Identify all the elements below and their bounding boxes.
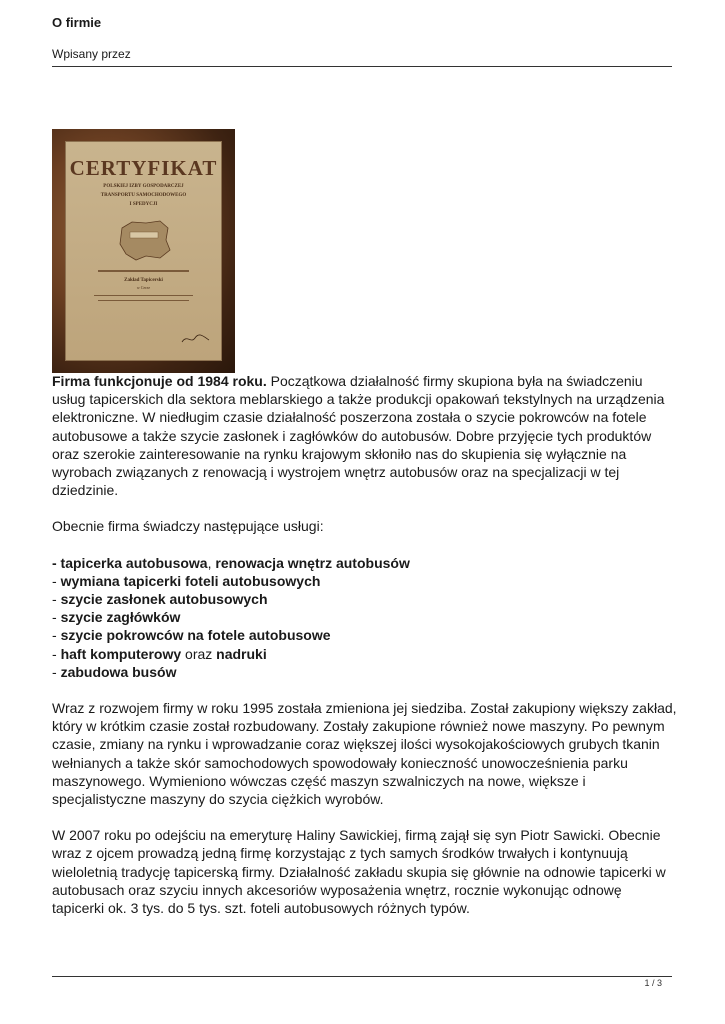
list-item: - tapicerka autobusowa, renowacja wnętrz autobusów [52,554,410,571]
list-item: - szycie zasłonek autobusowych [52,591,268,608]
intro-lead: Firma funkcjonuje od 1984 roku. [52,373,267,389]
certificate-line: I SPEDYCJI [129,202,158,207]
intro-paragraph [52,372,677,499]
services-list [52,554,677,681]
certificate-title: CERTYFIKAT [69,156,218,180]
certificate-line: POLSKIEJ IZBY GOSPODARCZEJ [103,184,184,189]
list-item: - wymiana tapicerki foteli autobusowych [52,572,321,589]
author-line: Wpisany przez [52,47,131,61]
list-item: - szycie pokrowców na fotele autobusowe [52,627,331,644]
certificate-line: TRANSPORTU SAMOCHODOWEGO [100,193,187,198]
certificate-text-lines [76,270,211,272]
certificate-city: w Cerze [136,285,151,290]
article-body [52,372,677,917]
services-intro: Obecnie firma świadczy następujące usługi: [52,518,324,535]
list-item: - szycie zagłówków [52,609,181,626]
certificate-recipient: Zakład Tapicerski [124,278,163,283]
succession-paragraph: W 2007 roku po odejściu na emeryturę Haliny Sawickiej, firmą zajął się syn Piotr Sawicki. Obecnie wraz z ojcem prowadzą jedną firmę korzystając z tych samych środków trwałych i kontynuują wieloletnią tradycję tapicerską firmy. Działalność zakładu skupia się głównie na odnowie tapicerki w autobusach oraz szyciu innych akcesoriów wyposażenia wnętrz, rocznie wykonując odnowę tapicerki ok. 3 tys. do 5 tys. szt. foteli autobusowych różnych typów. [52,827,666,917]
footer-divider [52,976,672,977]
certificate-image [52,129,235,373]
certificate-text-lines [76,295,211,301]
page-title: O firmie [52,15,102,30]
intro-text: Początkowa działalność firmy skupiona była na świadczeniu usług tapicerskich dla sektora meblarskiego a także produkcji opakowań tekstylnych na urządzenia elektroniczne. W niedługim czasie działalność poszerzona została o szycie pokrowców na fotele autobusowe a także szycie zasłonek i zagłówków do autobusów. Dobre przyjęcie tych produktów oraz szerokie zainteresowanie na rynku krajowym skłoniło nas do skupienia się wyłącznie na wyrobach związanych z renowacją i wystrojem wnętrz autobusów oraz na specjalizacji w tej dziedzinie. [52,373,665,499]
poland-map-icon [116,218,172,262]
list-item: - zabudowa busów [52,663,177,680]
certificate-paper [65,141,222,361]
history-paragraph: Wraz z rozwojem firmy w roku 1995 została zmieniona jej siedziba. Został zakupiony większy zakład, który w krótkim czasie został rozbudowany. Zostały zakupione również nowe maszyny. Po pewnym czasie, zmiany na rynku i wprowadzanie coraz większej ilości wysokojakościowych grubych tkanin wełnianych a także skór samochodowych spowodowały konieczność unowocześnienia parku maszynowego. Wymieniono wówczas część maszyn szwalniczych na nowe, większe i specjalistyczne maszyny do szycia ciężkich wyrobów. [52,700,677,808]
header-divider [52,66,672,67]
list-item: - haft komputerowy oraz nadruki [52,645,267,662]
signature-icon [181,332,211,346]
page-number: 1 / 3 [644,978,662,988]
